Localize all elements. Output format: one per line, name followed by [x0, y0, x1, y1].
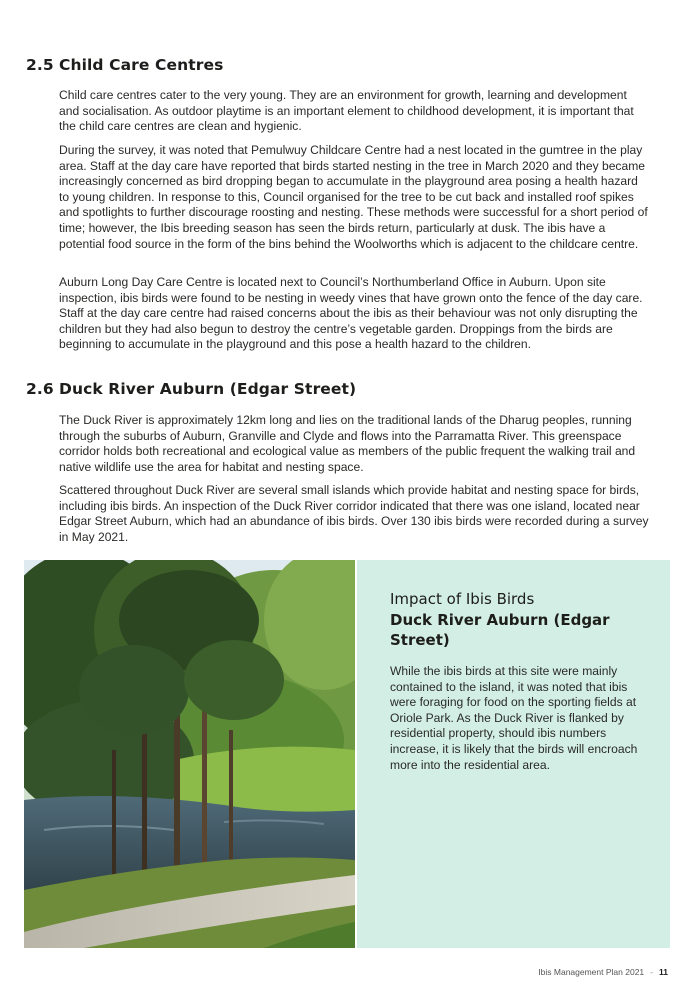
footer-separator: - — [650, 967, 653, 977]
section-heading-2-5 — [26, 56, 223, 74]
page-footer — [538, 967, 668, 977]
paragraph: During the survey, it was noted that Pemulwuy Childcare Centre had a nest located in the gumtree in the play area. Staff at the day care have reported that birds started nesting in the tree in March 2020 and they became increasingly concerned as bird dropping began to accumulate in the playground area posing a health hazard to young children. In response to this, Council organised for the tree to be cut back and installed roof spikes and spotlights to further discourage roosting and nesting. These methods were successful for a short period of time; however, the Ibis breeding season has seen the birds return, particularly at dusk. The ibis have a potential food source in the form of the bins behind the Woolworths which is adjacent to the childcare centre. — [59, 143, 648, 251]
section-title: Duck River Auburn (Edgar Street) — [59, 380, 357, 398]
duck-river-photo — [24, 560, 355, 948]
paragraph: The Duck River is approximately 12km long and lies on the traditional lands of the Dharug peoples, running through the suburbs of Auburn, Granville and Clyde and flows into the Parramatta River. This greenspace corridor holds both recreational and ecological value as members of the public frequent the walking trail and native wildlife use the area for habitat and nesting space. — [59, 413, 636, 474]
section-number: 2.5 — [26, 56, 54, 74]
paragraph: Auburn Long Day Care Centre is located next to Council’s Northumberland Office in Auburn. Upon site inspection, ibis birds were found to be nesting in weedy vines that have grown onto the fence of the day care. Staff at the day care centre had raised concerns about the ibis as their behaviour was not only disrupting the children but they had also begun to destroy the centre’s vegetable garden. Droppings from the birds are beginning to accumulate in the playground and this pose a health hazard to the children. — [59, 275, 643, 352]
callout-title: Duck River Auburn (Edgar Street) — [390, 611, 610, 649]
callout-text: While the ibis birds at this site were mainly contained to the island, it was noted that ibis were foraging for food on the sporting fields at Oriole Park. As the Duck River is flanked by residential property, should ibis numbers increase, it is likely that the birds will encroach more into the residential area. — [390, 664, 638, 772]
paragraph: Child care centres cater to the very young. They are an environment for growth, learning and development and socialisation. As outdoor playtime is an important element to childhood development, it is important that the child care centres are clean and hygienic. — [59, 88, 634, 134]
impact-callout-box — [357, 560, 670, 948]
footer-doc-title: Ibis Management Plan 2021 — [538, 967, 645, 977]
page-number: 11 — [659, 967, 668, 977]
callout-kicker: Impact of Ibis Birds — [390, 590, 535, 608]
section-heading-2-6 — [26, 380, 356, 398]
paragraph: Scattered throughout Duck River are several small islands which provide habitat and nesting space for birds, including ibis birds. An inspection of the Duck River corridor indicated that there was one island, located near Edgar Street Auburn, which had an abundance of ibis birds. Over 130 ibis birds were recorded during a survey in May 2021. — [59, 483, 649, 544]
section-title: Child Care Centres — [59, 56, 224, 74]
section-number: 2.6 — [26, 380, 54, 398]
